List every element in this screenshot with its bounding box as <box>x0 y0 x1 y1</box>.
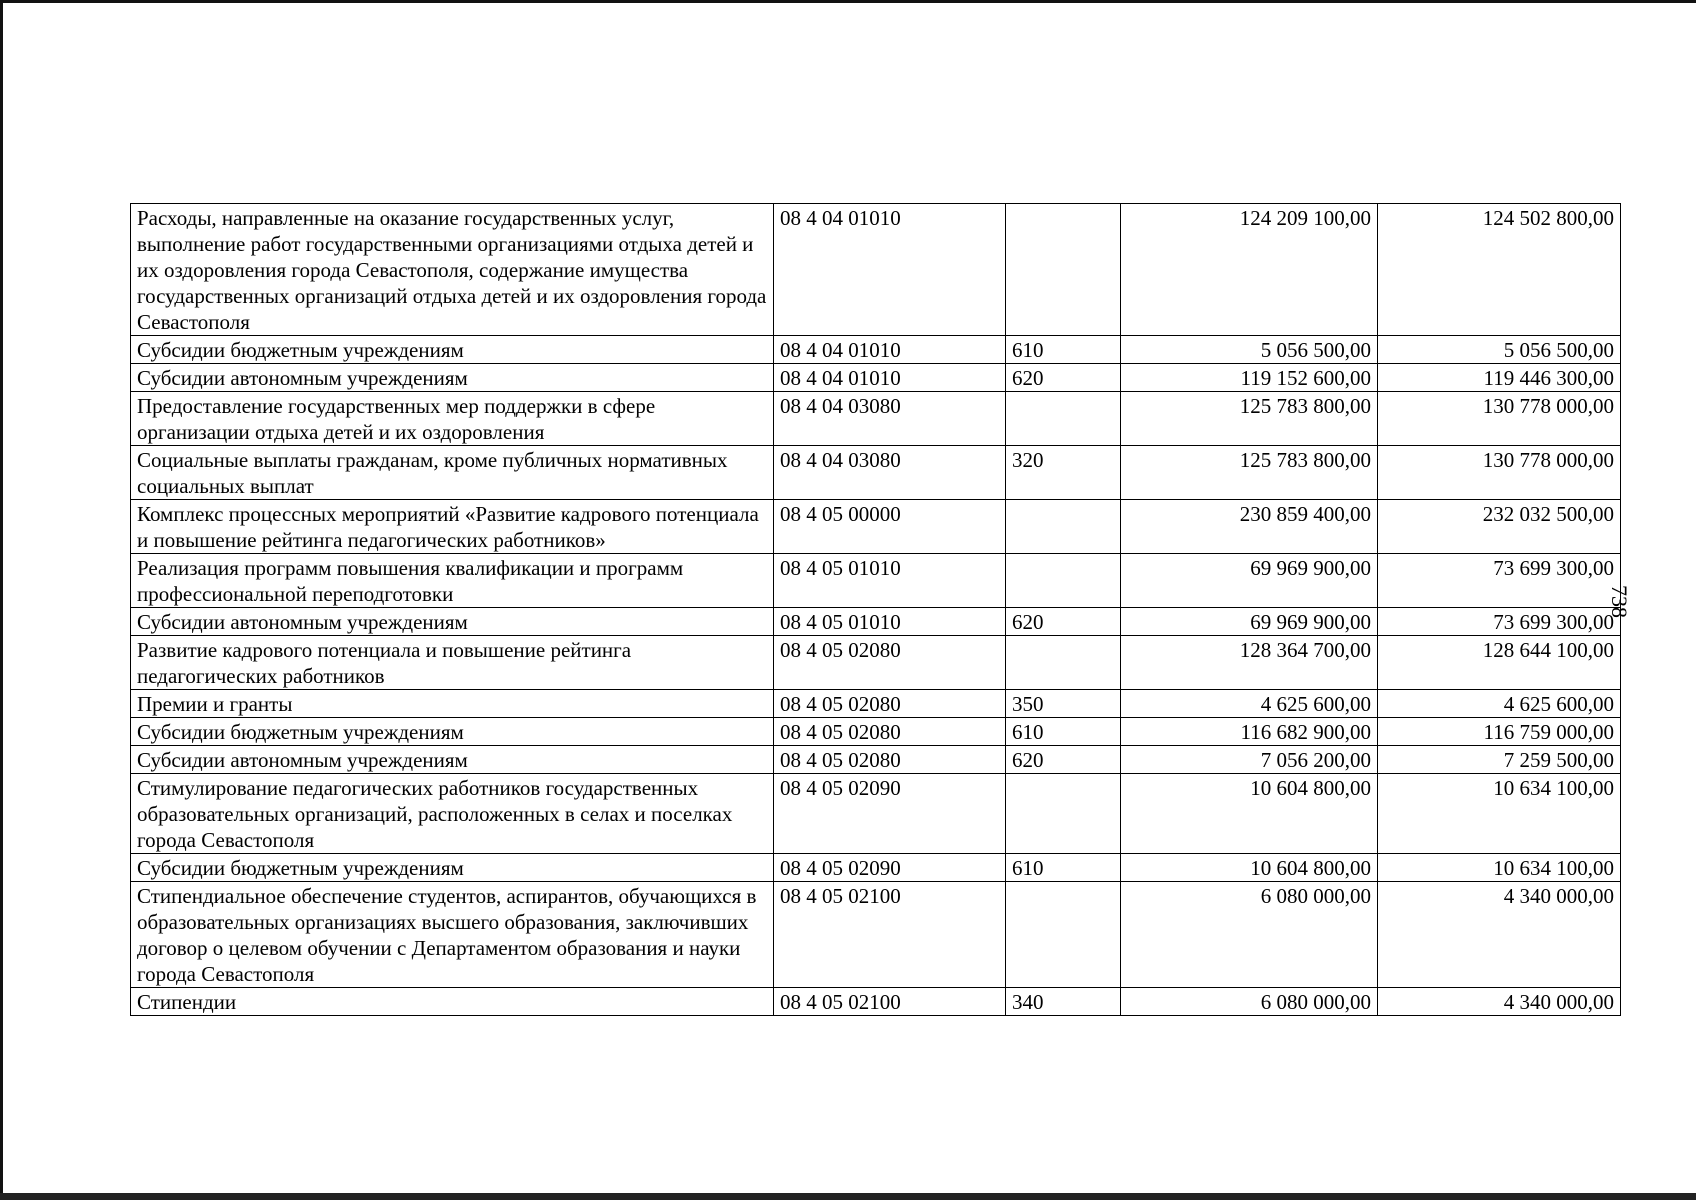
amount-year2-cell: 130 778 000,00 <box>1378 392 1621 446</box>
amount-year1-cell: 4 625 600,00 <box>1121 690 1378 718</box>
table-row <box>131 774 1621 854</box>
expense-type-cell <box>1006 554 1121 608</box>
target-article-cell: 08 4 05 02100 <box>774 988 1006 1016</box>
expense-name-cell: Стипендии <box>131 988 774 1016</box>
amount-year1-cell: 124 209 100,00 <box>1121 204 1378 336</box>
expense-type-cell: 320 <box>1006 446 1121 500</box>
expense-type-cell: 350 <box>1006 690 1121 718</box>
target-article-cell: 08 4 05 02080 <box>774 690 1006 718</box>
target-article-cell: 08 4 04 01010 <box>774 204 1006 336</box>
budget-table <box>130 203 1621 1016</box>
expense-name-cell: Премии и гранты <box>131 690 774 718</box>
expense-name-cell: Стипендиальное обеспечение студентов, аспирантов, обучающихся в образовательных организациях высшего образования, заключивших договор о целевом обучении с Департаментом образования и науки города Севастополя <box>131 882 774 988</box>
table-row <box>131 882 1621 988</box>
expense-name-cell: Развитие кадрового потенциала и повышение рейтинга педагогических работников <box>131 636 774 690</box>
expense-name-cell: Субсидии бюджетным учреждениям <box>131 336 774 364</box>
target-article-cell: 08 4 04 01010 <box>774 336 1006 364</box>
amount-year1-cell: 6 080 000,00 <box>1121 882 1378 988</box>
expense-name-cell: Предоставление государственных мер поддержки в сфере организации отдыха детей и их оздоровления <box>131 392 774 446</box>
table-row <box>131 392 1621 446</box>
table-row <box>131 854 1621 882</box>
amount-year1-cell: 125 783 800,00 <box>1121 446 1378 500</box>
budget-table-body <box>131 204 1621 1016</box>
table-row <box>131 204 1621 336</box>
amount-year2-cell: 116 759 000,00 <box>1378 718 1621 746</box>
amount-year2-cell: 4 340 000,00 <box>1378 988 1621 1016</box>
expense-name-cell: Реализация программ повышения квалификации и программ профессиональной переподготовки <box>131 554 774 608</box>
target-article-cell: 08 4 05 02080 <box>774 746 1006 774</box>
amount-year1-cell: 7 056 200,00 <box>1121 746 1378 774</box>
table-row <box>131 608 1621 636</box>
amount-year2-cell: 4 625 600,00 <box>1378 690 1621 718</box>
target-article-cell: 08 4 05 02090 <box>774 774 1006 854</box>
amount-year1-cell: 6 080 000,00 <box>1121 988 1378 1016</box>
expense-type-cell <box>1006 636 1121 690</box>
expense-type-cell: 620 <box>1006 364 1121 392</box>
expense-type-cell: 610 <box>1006 336 1121 364</box>
amount-year1-cell: 69 969 900,00 <box>1121 608 1378 636</box>
amount-year1-cell: 5 056 500,00 <box>1121 336 1378 364</box>
expense-name-cell: Расходы, направленные на оказание государственных услуг, выполнение работ государственными организациями отдыха детей и их оздоровления города Севастополя, содержание имущества государственных организаций отдыха детей и их оздоровления города Севастополя <box>131 204 774 336</box>
amount-year2-cell: 10 634 100,00 <box>1378 854 1621 882</box>
expense-type-cell <box>1006 500 1121 554</box>
expense-name-cell: Субсидии автономным учреждениям <box>131 364 774 392</box>
table-row <box>131 500 1621 554</box>
page-number: 738 <box>1607 585 1632 618</box>
expense-type-cell <box>1006 392 1121 446</box>
table-row <box>131 988 1621 1016</box>
expense-type-cell <box>1006 774 1121 854</box>
target-article-cell: 08 4 05 02080 <box>774 636 1006 690</box>
target-article-cell: 08 4 05 01010 <box>774 608 1006 636</box>
expense-type-cell: 610 <box>1006 718 1121 746</box>
target-article-cell: 08 4 05 02100 <box>774 882 1006 988</box>
amount-year2-cell: 128 644 100,00 <box>1378 636 1621 690</box>
amount-year1-cell: 10 604 800,00 <box>1121 854 1378 882</box>
expense-name-cell: Социальные выплаты гражданам, кроме публичных нормативных социальных выплат <box>131 446 774 500</box>
amount-year1-cell: 119 152 600,00 <box>1121 364 1378 392</box>
table-row <box>131 336 1621 364</box>
amount-year2-cell: 4 340 000,00 <box>1378 882 1621 988</box>
target-article-cell: 08 4 05 02080 <box>774 718 1006 746</box>
expense-type-cell <box>1006 204 1121 336</box>
scan-edge-top <box>0 0 1696 3</box>
scan-edge-left <box>0 0 3 1200</box>
amount-year1-cell: 69 969 900,00 <box>1121 554 1378 608</box>
table-row <box>131 364 1621 392</box>
expense-type-cell: 620 <box>1006 746 1121 774</box>
amount-year1-cell: 125 783 800,00 <box>1121 392 1378 446</box>
expense-name-cell: Стимулирование педагогических работников государственных образовательных организаций, расположенных в селах и поселках города Севастополя <box>131 774 774 854</box>
amount-year2-cell: 7 259 500,00 <box>1378 746 1621 774</box>
amount-year2-cell: 124 502 800,00 <box>1378 204 1621 336</box>
expense-name-cell: Субсидии бюджетным учреждениям <box>131 718 774 746</box>
amount-year1-cell: 10 604 800,00 <box>1121 774 1378 854</box>
expense-name-cell: Субсидии автономным учреждениям <box>131 746 774 774</box>
amount-year2-cell: 73 699 300,00 <box>1378 608 1621 636</box>
expense-name-cell: Субсидии бюджетным учреждениям <box>131 854 774 882</box>
amount-year2-cell: 119 446 300,00 <box>1378 364 1621 392</box>
amount-year2-cell: 232 032 500,00 <box>1378 500 1621 554</box>
expense-type-cell: 620 <box>1006 608 1121 636</box>
amount-year2-cell: 5 056 500,00 <box>1378 336 1621 364</box>
expense-type-cell <box>1006 882 1121 988</box>
table-row <box>131 746 1621 774</box>
target-article-cell: 08 4 04 03080 <box>774 392 1006 446</box>
amount-year2-cell: 130 778 000,00 <box>1378 446 1621 500</box>
expense-type-cell: 610 <box>1006 854 1121 882</box>
target-article-cell: 08 4 04 01010 <box>774 364 1006 392</box>
amount-year1-cell: 116 682 900,00 <box>1121 718 1378 746</box>
amount-year2-cell: 73 699 300,00 <box>1378 554 1621 608</box>
target-article-cell: 08 4 05 00000 <box>774 500 1006 554</box>
expense-type-cell: 340 <box>1006 988 1121 1016</box>
target-article-cell: 08 4 05 02090 <box>774 854 1006 882</box>
table-row <box>131 554 1621 608</box>
table-row <box>131 690 1621 718</box>
expense-name-cell: Комплекс процессных мероприятий «Развитие кадрового потенциала и повышение рейтинга педагогических работников» <box>131 500 774 554</box>
amount-year2-cell: 10 634 100,00 <box>1378 774 1621 854</box>
expense-name-cell: Субсидии автономным учреждениям <box>131 608 774 636</box>
table-row <box>131 446 1621 500</box>
amount-year1-cell: 230 859 400,00 <box>1121 500 1378 554</box>
target-article-cell: 08 4 04 03080 <box>774 446 1006 500</box>
amount-year1-cell: 128 364 700,00 <box>1121 636 1378 690</box>
table-row <box>131 718 1621 746</box>
table-row <box>131 636 1621 690</box>
scan-edge-bottom <box>0 1193 1696 1200</box>
target-article-cell: 08 4 05 01010 <box>774 554 1006 608</box>
